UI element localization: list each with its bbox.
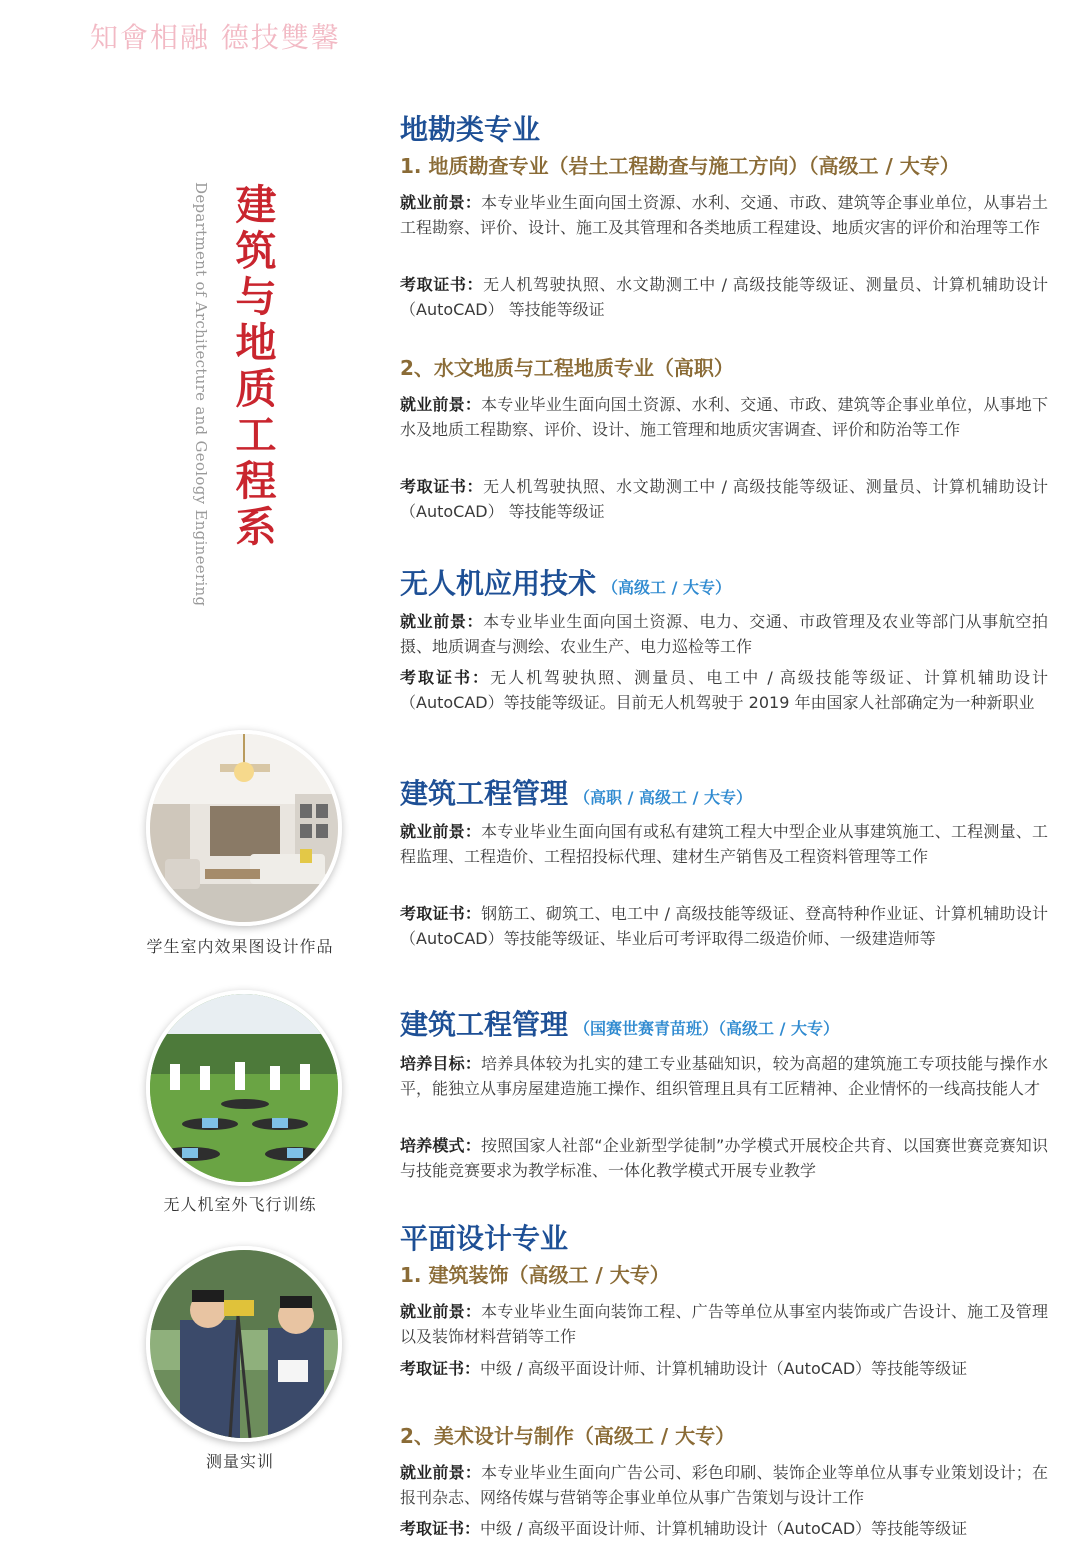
- section-title-cem-1: [400, 772, 1048, 812]
- employment-text: 本专业毕业生面向国有或私有建筑工程大中型企业从事建筑施工、工程测量、工程监理、工程造价、工程招投标代理、建材生产销售及工程资料管理等工作: [400, 822, 1048, 866]
- label-certificate: 考取证书：: [400, 668, 491, 687]
- employment-text: 本专业毕业生面向国土资源、水利、交通、市政、建筑等企事业单位，从事地下水及地质工程勘察、评价、设计、施工管理和地质灾害调查、评价和防治等工作: [400, 395, 1048, 439]
- label-employment: 就业前景：: [400, 193, 482, 212]
- label-employment: 就业前景：: [400, 395, 482, 414]
- major-title-geo-1: 1. 地质勘查专业（岩土工程勘查与施工方向）（高级工 / 大专）: [400, 154, 960, 178]
- certificate-geo-2: [400, 474, 1048, 524]
- label-certificate: 考取证书：: [400, 275, 484, 294]
- label-mode: 培养模式：: [400, 1136, 481, 1155]
- certificate-cem-1: [400, 901, 1048, 951]
- employment-graphic-2: [400, 1460, 1048, 1510]
- cem1-tag: （高职 / 高级工 / 大专）: [574, 788, 752, 807]
- cem1-title: 建筑工程管理: [400, 777, 569, 810]
- certificate-text: 无人机驾驶执照、测量员、电工中 / 高级技能等级证、计算机辅助设计（AutoCAD）等技能等级证。目前无人机驾驶于 2019 年由国家人社部确定为一种新职业: [400, 668, 1048, 712]
- label-goal: 培养目标：: [400, 1054, 482, 1073]
- section-title-geo: 地勘类专业: [400, 113, 541, 146]
- employment-cem-1: [400, 819, 1048, 869]
- mode-text: 按照国家人社部“企业新型学徒制”办学模式开展校企共育、以国赛世赛竞赛知识与技能竞赛要求为教学标准、一体化教学模式开展专业教学: [400, 1136, 1048, 1180]
- certificate-uav: [400, 665, 1048, 715]
- drone-training-photo: [146, 990, 342, 1186]
- certificate-text: 中级 / 高级平面设计师、计算机辅助设计（AutoCAD）等技能等级证: [480, 1519, 968, 1538]
- certificate-graphic-1: [400, 1356, 1048, 1381]
- interior-design-photo: [146, 730, 342, 926]
- photo-caption-interior: 学生室内效果图设计作品: [146, 937, 334, 956]
- employment-text: 本专业毕业生面向广告公司、彩色印刷、装饰企业等单位从事专业策划设计；在报刊杂志、网络传媒与营销等企事业单位从事广告策划与设计工作: [400, 1463, 1048, 1507]
- section-title-cem-2: [400, 1003, 1048, 1043]
- major-title-graphic-1: 1. 建筑装饰（高级工 / 大专）: [400, 1263, 670, 1287]
- department-name-en: Department of Architecture and Geology Engineering: [192, 182, 210, 607]
- employment-geo-1: [400, 190, 1048, 240]
- major-title-graphic-2: 2、美术设计与制作（高级工 / 大专）: [400, 1424, 736, 1448]
- label-certificate: 考取证书：: [400, 477, 484, 496]
- certificate-geo-1: [400, 272, 1048, 322]
- cem2-title: 建筑工程管理: [400, 1008, 569, 1041]
- employment-text: 本专业毕业生面向装饰工程、广告等单位从事室内装饰或广告设计、施工及管理以及装饰材料营销等工作: [400, 1302, 1048, 1346]
- goal-text: 培养具体较为扎实的建工专业基础知识，较为高超的建筑施工专项技能与操作水平，能独立从事房屋建造施工操作、组织管理且具有工匠精神、企业情怀的一线高技能人才: [400, 1054, 1048, 1098]
- uav-tag: （高级工 / 大专）: [602, 578, 732, 597]
- label-employment: 就业前景：: [400, 1463, 482, 1482]
- certificate-text: 中级 / 高级平面设计师、计算机辅助设计（AutoCAD）等技能等级证: [480, 1359, 968, 1378]
- survey-training-photo: [146, 1246, 342, 1442]
- label-certificate: 考取证书：: [400, 1519, 481, 1538]
- mode-cem-2: [400, 1133, 1048, 1183]
- photo-caption-survey: 测量实训: [205, 1452, 274, 1471]
- certificate-text: 无人机驾驶执照、水文勘测工中 / 高级技能等级证、测量员、计算机辅助设计（AutoCAD） 等技能等级证: [400, 477, 1048, 521]
- label-employment: 就业前景：: [400, 612, 484, 631]
- section-title-graphic: 平面设计专业: [400, 1222, 569, 1255]
- goal-cem-2: [400, 1051, 1048, 1101]
- department-name-cn: 建筑与地质工程系: [235, 181, 277, 551]
- employment-geo-2: [400, 392, 1048, 442]
- certificate-text: 钢筋工、砌筑工、电工中 / 高级技能等级证、登高特种作业证、计算机辅助设计（AutoCAD）等技能等级证、毕业后可考评取得二级造价师、一级建造师等: [400, 904, 1048, 948]
- school-motto: 知會相融 德技雙馨: [90, 21, 341, 54]
- certificate-graphic-2: [400, 1516, 1048, 1541]
- employment-graphic-1: [400, 1299, 1048, 1349]
- employment-text: 本专业毕业生面向国土资源、电力、交通、市政管理及农业等部门从事航空拍摄、地质调查与测绘、农业生产、电力巡检等工作: [400, 612, 1048, 656]
- label-employment: 就业前景：: [400, 1302, 482, 1321]
- certificate-text: 无人机驾驶执照、水文勘测工中 / 高级技能等级证、测量员、计算机辅助设计（AutoCAD） 等技能等级证: [400, 275, 1048, 319]
- label-certificate: 考取证书：: [400, 904, 482, 923]
- label-certificate: 考取证书：: [400, 1359, 481, 1378]
- cem2-tag: （国赛世赛青苗班）（高级工 / 大专）: [574, 1019, 840, 1038]
- uav-title: 无人机应用技术: [400, 567, 597, 600]
- employment-uav: [400, 609, 1048, 659]
- label-employment: 就业前景：: [400, 822, 482, 841]
- photo-caption-drone: 无人机室外飞行训练: [163, 1195, 317, 1214]
- section-title-uav: [400, 562, 1048, 602]
- major-title-geo-2: 2、水文地质与工程地质专业（高职）: [400, 356, 734, 380]
- employment-text: 本专业毕业生面向国土资源、水利、交通、市政、建筑等企事业单位，从事岩土工程勘察、评价、设计、施工及其管理和各类地质工程建设、地质灾害的评价和治理等工作: [400, 193, 1048, 237]
